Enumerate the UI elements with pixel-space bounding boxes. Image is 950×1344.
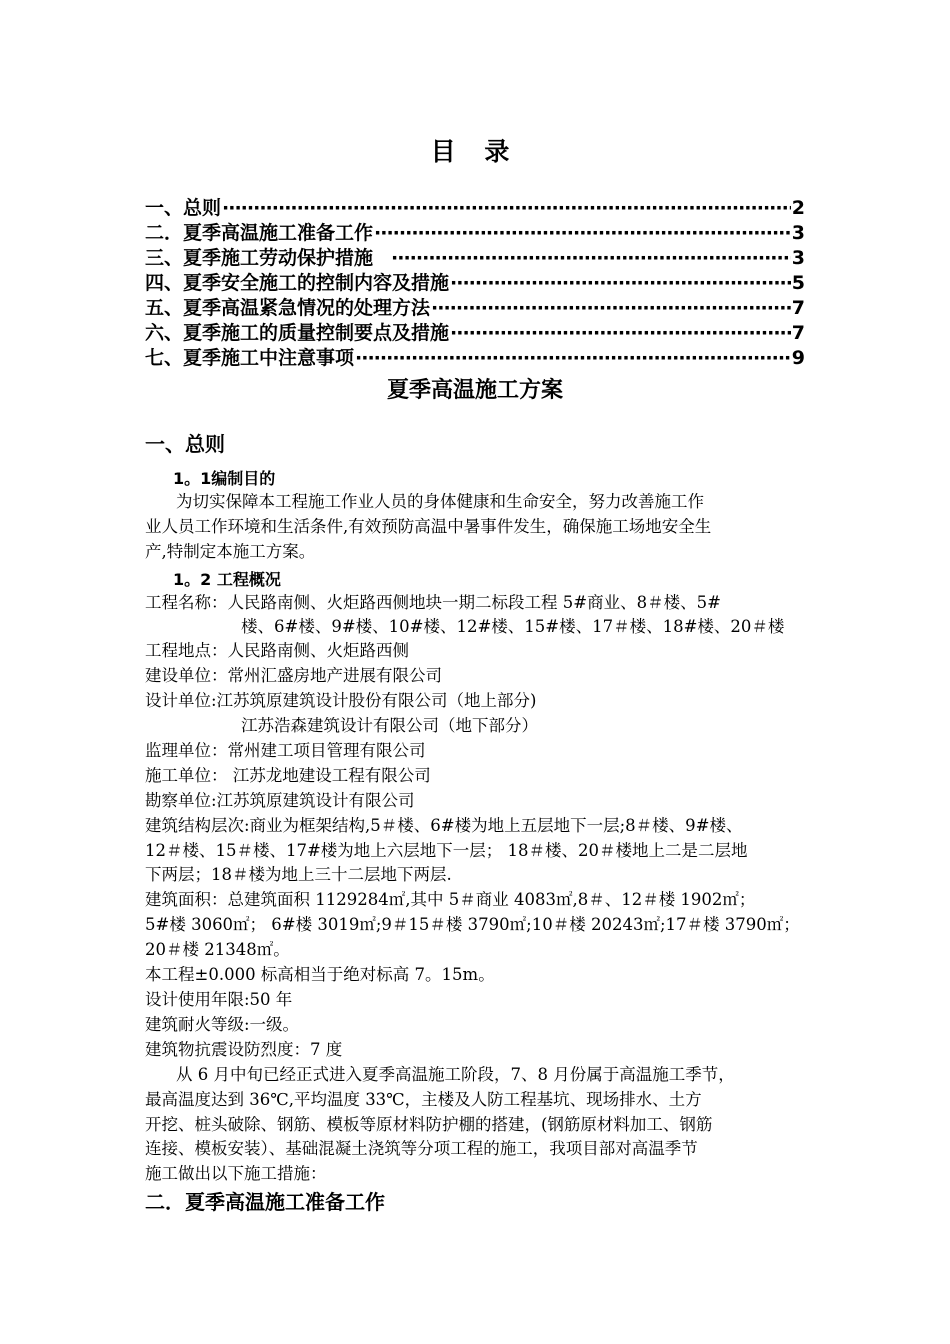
- paragraph-line: 建设单位：常州汇盛房地产进展有限公司: [145, 666, 442, 685]
- toc-leader-dots: [355, 347, 791, 369]
- toc-entry[interactable]: [145, 268, 805, 293]
- paragraph-line: 最高温度达到 36℃,平均温度 33℃，主楼及人防工程基坑、现场排水、土方: [145, 1090, 702, 1109]
- paragraph-line: 勘察单位:江苏筑原建筑设计有限公司: [145, 791, 415, 810]
- toc-entry-label: 七、夏季施工中注意事项: [145, 347, 355, 369]
- section-heading: 一、总则: [145, 432, 225, 456]
- paragraph-line: 20＃楼 21348㎡。: [145, 940, 290, 959]
- paragraph-line: 业人员工作环境和生活条件,有效预防高温中暑事件发生，确保施工场地安全生: [145, 517, 712, 536]
- toc-leader-dots: [450, 322, 791, 344]
- toc-leader-dots: [450, 272, 791, 294]
- paragraph-line: 产,特制定本施工方案。: [145, 542, 316, 561]
- toc-entry-label: 三、夏季施工劳动保护措施: [145, 247, 374, 269]
- toc-entry[interactable]: [145, 293, 805, 318]
- toc-entry-page: 3: [791, 247, 805, 269]
- toc-leader-dots: [391, 247, 791, 269]
- toc-entry-label: 四、夏季安全施工的控制内容及措施: [145, 272, 450, 294]
- toc-entry-label: 一、总则: [145, 197, 222, 219]
- paragraph-line: 施工单位： 江苏龙地建设工程有限公司: [145, 766, 431, 785]
- toc-entry-page: 7: [791, 322, 805, 344]
- paragraph-line: 建筑面积：总建筑面积 1129284㎡,其中 5＃商业 4083㎡,8＃、12＃楼 1902㎡；: [145, 890, 756, 909]
- toc-entry[interactable]: [145, 343, 805, 368]
- toc-entry-page: 5: [791, 272, 805, 294]
- paragraph-line: 工程名称：人民路南侧、火炬路西侧地块一期二标段工程 5#商业、8＃楼、5#: [145, 593, 721, 612]
- paragraph-line: 连接、模板安装）、基础混凝土浇筑等分项工程的施工，我项目部对高温季节: [145, 1139, 698, 1158]
- toc-title: 目 录: [430, 137, 520, 166]
- paragraph-line: 建筑耐火等级:一级。: [145, 1015, 300, 1034]
- paragraph-line: 5#楼 3060㎡； 6#楼 3019㎡;9＃15＃楼 3790㎡;10＃楼 20243㎡;17＃楼 3790㎡；: [145, 915, 800, 934]
- toc-entry-label: 六、夏季施工的质量控制要点及措施: [145, 322, 450, 344]
- toc-leader-dots: [431, 297, 791, 319]
- toc-entry-label: 二．夏季高温施工准备工作: [145, 222, 374, 244]
- paragraph-line: 江苏浩森建筑设计有限公司（地下部分）: [241, 716, 538, 735]
- paragraph-line: 12＃楼、15＃楼、17#楼为地上六层地下一层； 18＃楼、20＃楼地上二是二层地: [145, 841, 748, 860]
- toc-entry-page: 2: [791, 197, 805, 219]
- subsection-heading: 1。1编制目的: [173, 469, 276, 488]
- paragraph-line: 开挖、桩头破除、钢筋、模板等原材料防护棚的搭建，(钢筋原材料加工、钢筋: [145, 1115, 713, 1134]
- toc-entry-label: 五、夏季高温紧急情况的处理方法: [145, 297, 431, 319]
- toc-entry[interactable]: [145, 218, 805, 243]
- paragraph-line: 工程地点：人民路南侧、火炬路西侧: [145, 641, 409, 660]
- paragraph-line: 建筑结构层次:商业为框架结构,5＃楼、6#楼为地上五层地下一层;8＃楼、9#楼、: [145, 816, 743, 835]
- paragraph-line: 下两层；18＃楼为地上三十二层地下两层.: [145, 865, 452, 884]
- document-title: 夏季高温施工方案: [386, 378, 563, 403]
- paragraph-line: 为切实保障本工程施工作业人员的身体健康和生命安全，努力改善施工作: [176, 492, 704, 511]
- paragraph-line: 本工程±0.000 标高相当于绝对标高 7。15m。: [145, 965, 495, 984]
- section-heading: 二．夏季高温施工准备工作: [145, 1190, 385, 1214]
- toc-leader-dots: [222, 197, 791, 219]
- toc-entry[interactable]: [145, 193, 805, 218]
- paragraph-line: 监理单位：常州建工项目管理有限公司: [145, 741, 426, 760]
- toc-entry[interactable]: [145, 243, 805, 268]
- paragraph-line: 设计使用年限:50 年: [145, 990, 293, 1009]
- toc-entry-page: 3: [791, 222, 805, 244]
- paragraph-line: 建筑物抗震设防烈度：7 度: [145, 1040, 343, 1059]
- paragraph-line: 楼、6#楼、9#楼、10#楼、12#楼、15#楼、17＃楼、18#楼、20＃楼: [241, 617, 785, 636]
- toc-entry[interactable]: [145, 318, 805, 343]
- paragraph-line: 施工做出以下施工措施：: [145, 1164, 327, 1183]
- paragraph-line: 设计单位:江苏筑原建筑设计股份有限公司（地上部分): [145, 691, 537, 710]
- toc-entry-page: 9: [791, 347, 805, 369]
- paragraph-line: 从 6 月中旬已经正式进入夏季高温施工阶段，7、8 月份属于高温施工季节，: [176, 1065, 735, 1084]
- toc-leader-dots: [374, 222, 791, 244]
- subsection-heading: 1。2 工程概况: [173, 570, 281, 589]
- toc-entry-page: 7: [791, 297, 805, 319]
